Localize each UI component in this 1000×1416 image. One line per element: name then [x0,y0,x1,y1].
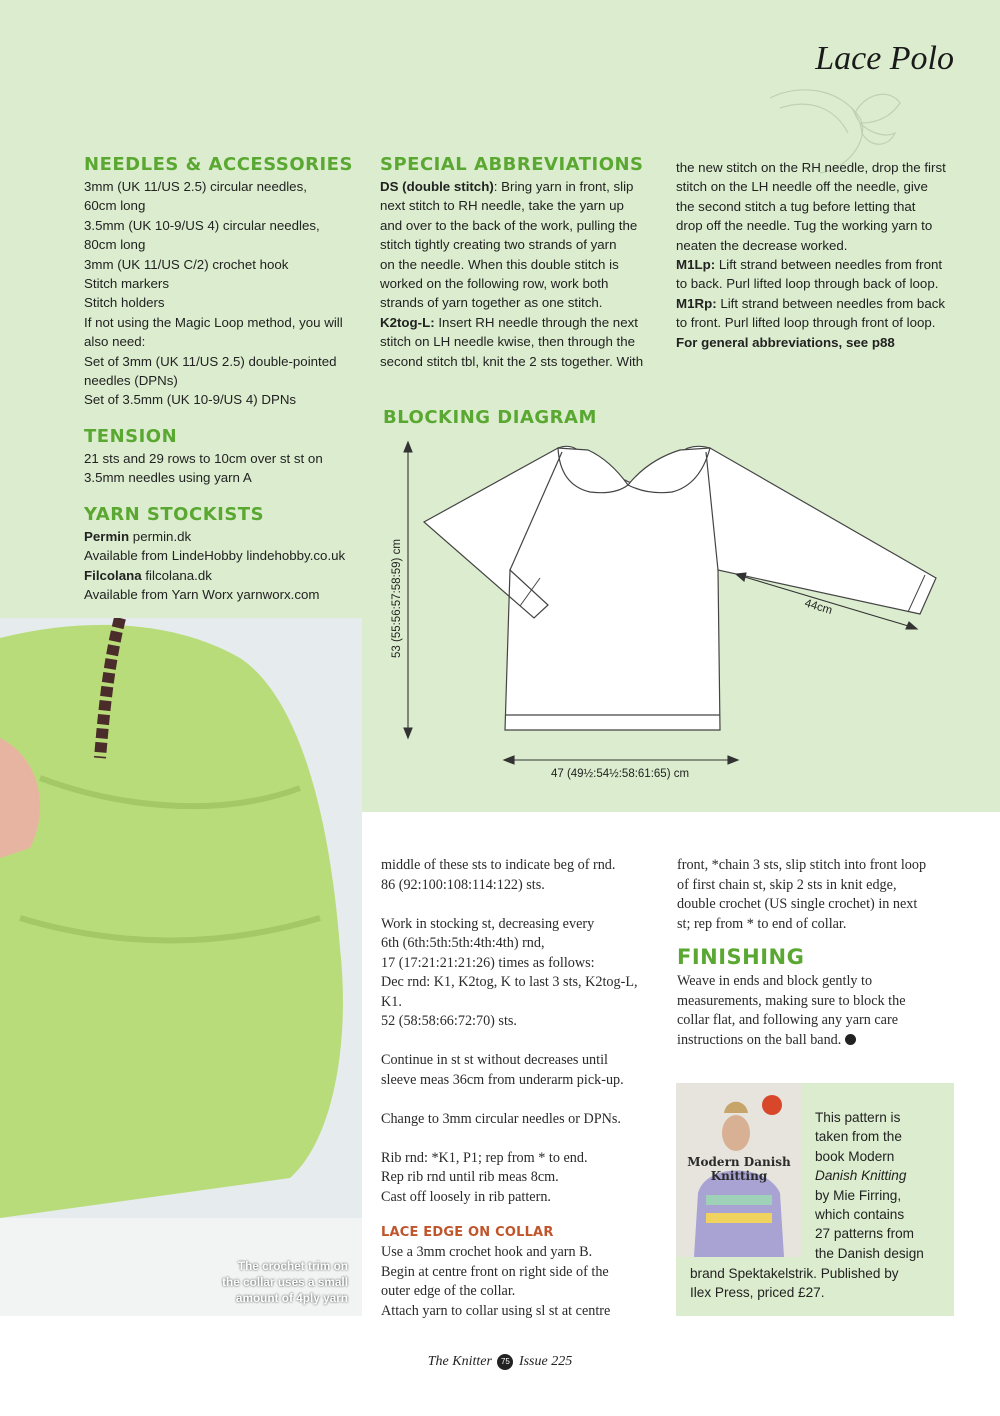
caption-line: The crochet trim on [237,1259,348,1273]
instruction-line: Rep rib rnd until rib meas 8cm. [381,1169,559,1185]
instruction-line: st; rep from * to end of collar. [677,915,847,932]
ds-line: on the needle. When this double stitch is [380,256,619,272]
book-line: by Mie Firring, [815,1187,902,1203]
needles-line: 60cm long [84,198,146,214]
book-line: the Danish design [815,1245,924,1261]
ds-line: and over to the back of the work, pulling the [380,217,638,233]
ds-line: next stitch to RH needle, take the yarn up [380,198,624,214]
k2tog-def: Insert RH needle through the next [434,314,638,330]
footer-issue: Issue 225 [518,1354,573,1369]
k2tog-line: second stitch tbl, knit the 2 sts together. With [380,353,644,369]
ds-line: strands of yarn together as one stitch. [380,295,603,311]
tension-text [84,449,323,488]
lace-edge-line: Use a 3mm crochet hook and yarn B. [381,1244,593,1260]
needles-line: 3mm (UK 11/US 2.5) circular needles, [84,179,307,194]
width-label: 47 (49½:54½:58:61:65) cm [550,768,690,780]
needles-line: 80cm long [84,237,146,253]
permin-name: Permin [84,529,130,544]
abbreviations-col-1 [380,177,643,371]
needles-line: Stitch markers [84,276,169,292]
book-cover-title: Modern Danish Knitting [687,1155,791,1183]
caption-line: amount of 4ply yarn [235,1291,348,1305]
blocking-diagram [380,430,960,790]
book-line: Danish Knitting [815,1168,907,1184]
needles-line: 3mm (UK 11/US C/2) crochet hook [84,256,289,272]
instruction-line: sleeve meas 36cm from underarm pick-up. [381,1071,624,1088]
needles-line: needles (DPNs) [84,373,178,389]
tension-line: 21 sts and 29 rows to 10cm over st st on [84,451,323,466]
length-label: 53 (55:56:57:58:59) cm [391,539,403,658]
finishing-line: measurements, making sure to block the [677,992,906,1009]
instruction-line: Change to 3mm circular needles or DPNs. [381,1110,621,1127]
finishing-line: Weave in ends and block gently to [677,973,873,989]
k2tog-line: stitch on LH needle kwise, then through the [380,334,636,350]
needles-line: Set of 3mm (UK 11/US 2.5) double-pointed [84,353,337,369]
lace-edge-line: Attach yarn to collar using sl st at centre [381,1302,611,1319]
lace-edge-heading: LACE EDGE ON COLLAR [381,1225,554,1240]
instruction-line: Continue in st st without decreases until [381,1052,608,1068]
photo-caption [222,1258,348,1306]
abbr-line: stitch on the LH needle off the needle, give [676,179,928,195]
ds-line: worked on the following row, work both [380,276,609,292]
needles-line: If not using the Magic Loop method, you will [84,314,343,330]
instruction-line: front, *chain 3 sts, slip stitch into front loop [677,857,927,873]
lace-edge-text [381,1243,610,1321]
instruction-line: Cast off loosely in rib pattern. [381,1188,551,1205]
filcolana-name: Filcolana [84,567,142,583]
finishing-line: instructions on the ball band. [677,1031,842,1048]
ds-def: : Bring yarn in front, slip [493,179,634,194]
tension-line: 3.5mm needles using yarn A [84,470,252,486]
lace-edge-line: Begin at centre front on right side of the [381,1263,609,1280]
general-abbreviations-ref: For general abbreviations, see p88 [676,334,895,350]
permin-url[interactable]: permin.dk [132,529,192,544]
tension-heading: TENSION [84,426,178,447]
end-mark-icon [845,1034,856,1045]
photo-illustration [0,618,362,1316]
filcolana-url[interactable]: filcolana.dk [145,567,212,583]
abbreviations-heading: SPECIAL ABBREVIATIONS [380,154,644,175]
abbr-line: the new stitch on the RH needle, drop the first [676,160,946,175]
ds-term: DS (double stitch) [380,179,494,194]
finishing-line: collar flat, and following any yarn care [677,1012,898,1028]
instruction-line: of first chain st, skip 2 sts in knit edge, [677,876,897,893]
needles-line: Set of 3.5mm (UK 10-9/US 4) DPNs [84,392,297,408]
instruction-line: Dec rnd: K1, K2tog, K to last 3 sts, K2tog-L, [381,974,638,990]
footer-magazine: The Knitter [427,1354,492,1369]
book-line: 27 patterns from [815,1226,914,1242]
instruction-line: 6th (6th:5th:5th:4th:4th) rnd, [381,935,545,951]
instruction-line: Rib rnd: *K1, P1; rep from * to end. [381,1149,588,1166]
instruction-line: middle of these sts to indicate beg of rnd. [381,857,616,873]
book-cover-image [676,1083,802,1257]
m1lp-term: M1Lp: [676,257,716,273]
instruction-line: double crochet (US single crochet) in next [677,896,918,912]
instruction-line: K1. [381,993,402,1010]
abbr-line: the second stitch a tug before letting that [676,198,916,214]
book-line: book Modern [815,1148,895,1164]
m1rp-def: Lift strand between needles from back [716,295,946,311]
m1rp-term: M1Rp: [676,295,717,311]
book-description [815,1108,924,1263]
ds-line: stitch tightly creating two strands of yarn [380,237,617,253]
finishing-text [677,972,906,1050]
needles-heading: NEEDLES & ACCESSORIES [84,154,353,175]
instruction-line: 52 (58:58:66:72:70) sts. [381,1013,517,1029]
m1rp-line: to front. Purl lifted loop through front of loop. [676,315,936,331]
instructions-col-2 [677,856,926,934]
sweater-photo [0,618,362,1316]
instructions-col-1 [381,856,638,1207]
book-line: This pattern is [815,1110,901,1125]
page-number: 75 [497,1354,513,1370]
caption-line: the collar uses a small [222,1275,348,1289]
book-line: which contains [815,1207,905,1223]
instruction-line: 17 (17:21:21:21:26) times as follows: [381,954,595,971]
blocking-diagram-heading: BLOCKING DIAGRAM [383,407,597,428]
needles-line: also need: [84,334,146,350]
book-line: brand Spektakelstrik. Published by [690,1266,899,1281]
sleeve-label: 44cm [803,597,834,618]
page-footer [0,1354,1000,1370]
instruction-line: Work in stocking st, decreasing every [381,915,595,932]
needles-list [84,177,343,410]
m1lp-line: to back. Purl lifted loop through back of loop. [676,276,939,292]
book-description-tail [690,1264,899,1303]
page-title: Lace Polo [815,40,954,77]
needles-line: 3.5mm (UK 10-9/US 4) circular needles, [84,217,320,233]
lace-edge-line: outer edge of the collar. [381,1283,516,1299]
book-line: taken from the [815,1129,902,1145]
instruction-line: 86 (92:100:108:114:122) sts. [381,876,545,893]
abbr-line: neaten the decrease worked. [676,237,848,253]
abbreviations-col-2 [676,158,946,352]
abbr-line: drop off the needle. Tug the working yarn to [676,218,933,234]
permin-availability: Available from LindeHobby lindehobby.co.uk [84,548,346,564]
book-line: Ilex Press, priced £27. [690,1285,825,1301]
filcolana-availability: Available from Yarn Worx yarnworx.com [84,587,320,603]
stockists-list [84,527,345,605]
stockists-heading: YARN STOCKISTS [84,504,265,525]
needles-line: Stitch holders [84,295,165,311]
finishing-heading: FINISHING [677,945,805,969]
k2tog-term: K2tog-L: [380,314,435,330]
m1lp-def: Lift strand between needles from front [715,257,943,273]
